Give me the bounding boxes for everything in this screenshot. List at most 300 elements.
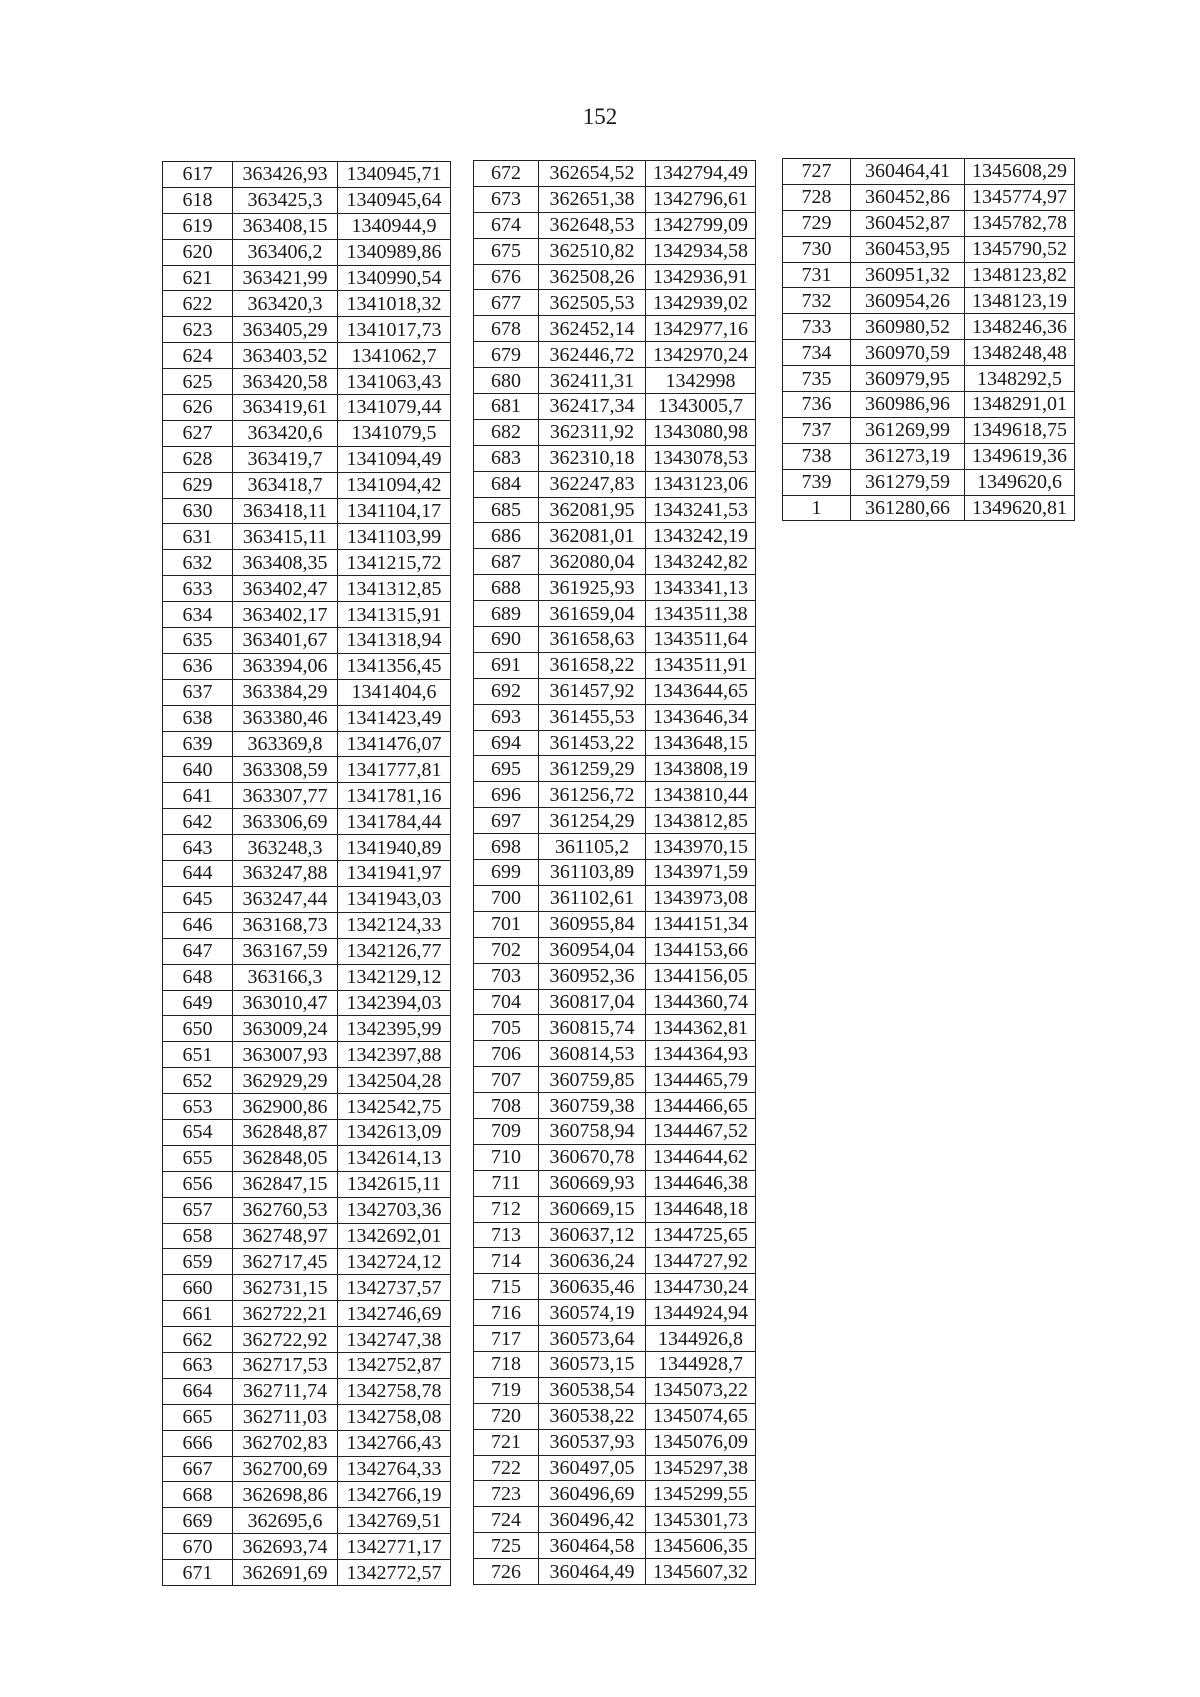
y-coordinate-cell: 1343644,65 — [646, 678, 756, 704]
point-number-cell: 658 — [163, 1223, 233, 1249]
point-number-cell: 722 — [474, 1455, 539, 1481]
x-coordinate-cell: 363408,15 — [233, 213, 338, 239]
point-number-cell: 660 — [163, 1275, 233, 1301]
x-coordinate-cell: 360538,22 — [539, 1403, 646, 1429]
point-number-cell: 677 — [474, 290, 539, 316]
coordinates-table-2 — [473, 160, 756, 1585]
point-number-cell: 667 — [163, 1456, 233, 1482]
y-coordinate-cell: 1349619,36 — [965, 443, 1075, 469]
table-row — [163, 1171, 451, 1197]
y-coordinate-cell: 1342970,24 — [646, 342, 756, 368]
y-coordinate-cell: 1342766,43 — [338, 1430, 451, 1456]
point-number-cell: 691 — [474, 652, 539, 678]
x-coordinate-cell: 361273,19 — [851, 443, 965, 469]
table-row — [474, 601, 756, 627]
x-coordinate-cell: 360573,15 — [539, 1351, 646, 1377]
y-coordinate-cell: 1342934,58 — [646, 238, 756, 264]
y-coordinate-cell: 1348123,82 — [965, 262, 1075, 288]
x-coordinate-cell: 363421,99 — [233, 265, 338, 291]
x-coordinate-cell: 363420,3 — [233, 291, 338, 317]
x-coordinate-cell: 363394,06 — [233, 653, 338, 679]
point-number-cell: 654 — [163, 1119, 233, 1145]
y-coordinate-cell: 1342124,33 — [338, 912, 451, 938]
x-coordinate-cell: 363418,7 — [233, 472, 338, 498]
table-row — [783, 495, 1075, 521]
table-row — [474, 186, 756, 212]
table-row — [474, 238, 756, 264]
table-row — [474, 1144, 756, 1170]
x-coordinate-cell: 363405,29 — [233, 317, 338, 343]
table-row — [474, 627, 756, 653]
table-row — [474, 963, 756, 989]
point-number-cell: 665 — [163, 1404, 233, 1430]
y-coordinate-cell: 1342724,12 — [338, 1249, 451, 1275]
table-row — [163, 524, 451, 550]
table-row — [783, 392, 1075, 418]
y-coordinate-cell: 1341315,91 — [338, 602, 451, 628]
x-coordinate-cell: 362505,53 — [539, 290, 646, 316]
y-coordinate-cell: 1341423,49 — [338, 705, 451, 731]
table-row — [163, 809, 451, 835]
table-row — [163, 213, 451, 239]
x-coordinate-cell: 362900,86 — [233, 1094, 338, 1120]
point-number-cell: 692 — [474, 678, 539, 704]
x-coordinate-cell: 362731,15 — [233, 1275, 338, 1301]
point-number-cell: 733 — [783, 314, 851, 340]
y-coordinate-cell: 1342764,33 — [338, 1456, 451, 1482]
point-number-cell: 681 — [474, 394, 539, 420]
x-coordinate-cell: 360669,15 — [539, 1196, 646, 1222]
x-coordinate-cell: 363419,61 — [233, 395, 338, 421]
x-coordinate-cell: 363384,29 — [233, 679, 338, 705]
table-row — [163, 1404, 451, 1430]
table-row — [474, 1326, 756, 1352]
y-coordinate-cell: 1341017,73 — [338, 317, 451, 343]
x-coordinate-cell: 363369,8 — [233, 731, 338, 757]
x-coordinate-cell: 360635,46 — [539, 1274, 646, 1300]
x-coordinate-cell: 363247,88 — [233, 861, 338, 887]
table-row — [163, 757, 451, 783]
point-number-cell: 687 — [474, 549, 539, 575]
table-row — [783, 210, 1075, 236]
point-number-cell: 709 — [474, 1118, 539, 1144]
x-coordinate-cell: 360452,86 — [851, 184, 965, 210]
y-coordinate-cell: 1342998 — [646, 368, 756, 394]
point-number-cell: 644 — [163, 861, 233, 887]
y-coordinate-cell: 1342758,08 — [338, 1404, 451, 1430]
x-coordinate-cell: 360759,85 — [539, 1067, 646, 1093]
point-number-cell: 637 — [163, 679, 233, 705]
y-coordinate-cell: 1342397,88 — [338, 1042, 451, 1068]
x-coordinate-cell: 361256,72 — [539, 782, 646, 808]
table-row — [163, 550, 451, 576]
point-number-cell: 630 — [163, 498, 233, 524]
table-row — [163, 1534, 451, 1560]
x-coordinate-cell: 362848,87 — [233, 1119, 338, 1145]
point-number-cell: 723 — [474, 1481, 539, 1507]
page-number: 152 — [582, 104, 618, 129]
y-coordinate-cell: 1342504,28 — [338, 1068, 451, 1094]
y-coordinate-cell: 1343242,82 — [646, 549, 756, 575]
point-number-cell: 645 — [163, 886, 233, 912]
y-coordinate-cell: 1345074,65 — [646, 1403, 756, 1429]
x-coordinate-cell: 360452,87 — [851, 210, 965, 236]
table-row — [474, 1118, 756, 1144]
point-number-cell: 627 — [163, 420, 233, 446]
y-coordinate-cell: 1349618,75 — [965, 417, 1075, 443]
x-coordinate-cell: 363403,52 — [233, 343, 338, 369]
x-coordinate-cell: 362698,86 — [233, 1482, 338, 1508]
x-coordinate-cell: 362651,38 — [539, 186, 646, 212]
point-number-cell: 631 — [163, 524, 233, 550]
x-coordinate-cell: 362508,26 — [539, 264, 646, 290]
point-number-cell: 664 — [163, 1378, 233, 1404]
table-row — [474, 419, 756, 445]
table-row — [783, 469, 1075, 495]
y-coordinate-cell: 1342129,12 — [338, 964, 451, 990]
x-coordinate-cell: 360758,94 — [539, 1118, 646, 1144]
x-coordinate-cell: 360453,95 — [851, 236, 965, 262]
y-coordinate-cell: 1345607,32 — [646, 1559, 756, 1585]
point-number-cell: 714 — [474, 1248, 539, 1274]
x-coordinate-cell: 360986,96 — [851, 392, 965, 418]
point-number-cell: 703 — [474, 963, 539, 989]
y-coordinate-cell: 1342737,57 — [338, 1275, 451, 1301]
point-number-cell: 651 — [163, 1042, 233, 1068]
x-coordinate-cell: 360464,41 — [851, 159, 965, 185]
table-row — [163, 835, 451, 861]
x-coordinate-cell: 363308,59 — [233, 757, 338, 783]
x-coordinate-cell: 362717,53 — [233, 1352, 338, 1378]
y-coordinate-cell: 1342977,16 — [646, 316, 756, 342]
y-coordinate-cell: 1345073,22 — [646, 1377, 756, 1403]
y-coordinate-cell: 1345782,78 — [965, 210, 1075, 236]
y-coordinate-cell: 1342794,49 — [646, 161, 756, 187]
table-row — [163, 420, 451, 446]
x-coordinate-cell: 362654,52 — [539, 161, 646, 187]
y-coordinate-cell: 1340990,54 — [338, 265, 451, 291]
y-coordinate-cell: 1344364,93 — [646, 1041, 756, 1067]
x-coordinate-cell: 360538,54 — [539, 1377, 646, 1403]
point-number-cell: 702 — [474, 937, 539, 963]
table-row — [163, 446, 451, 472]
x-coordinate-cell: 363166,3 — [233, 964, 338, 990]
y-coordinate-cell: 1344360,74 — [646, 989, 756, 1015]
point-number-cell: 732 — [783, 288, 851, 314]
table-row — [474, 860, 756, 886]
table-row — [474, 885, 756, 911]
x-coordinate-cell: 360814,53 — [539, 1041, 646, 1067]
y-coordinate-cell: 1341215,72 — [338, 550, 451, 576]
point-number-cell: 639 — [163, 731, 233, 757]
y-coordinate-cell: 1342542,75 — [338, 1094, 451, 1120]
table-row — [474, 1170, 756, 1196]
x-coordinate-cell: 362081,95 — [539, 497, 646, 523]
y-coordinate-cell: 1343511,38 — [646, 601, 756, 627]
table-row — [163, 1042, 451, 1068]
table-row — [163, 1223, 451, 1249]
point-number-cell: 694 — [474, 730, 539, 756]
y-coordinate-cell: 1343005,7 — [646, 394, 756, 420]
x-coordinate-cell: 361254,29 — [539, 808, 646, 834]
y-coordinate-cell: 1341103,99 — [338, 524, 451, 550]
table-row — [474, 1507, 756, 1533]
x-coordinate-cell: 360496,42 — [539, 1507, 646, 1533]
point-number-cell: 646 — [163, 912, 233, 938]
table-row — [163, 731, 451, 757]
point-number-cell: 674 — [474, 212, 539, 238]
point-number-cell: 729 — [783, 210, 851, 236]
y-coordinate-cell: 1344466,65 — [646, 1093, 756, 1119]
x-coordinate-cell: 360952,36 — [539, 963, 646, 989]
point-number-cell: 685 — [474, 497, 539, 523]
y-coordinate-cell: 1348123,19 — [965, 288, 1075, 314]
table-row — [474, 471, 756, 497]
y-coordinate-cell: 1344926,8 — [646, 1326, 756, 1352]
point-number-cell: 705 — [474, 1015, 539, 1041]
y-coordinate-cell: 1343078,53 — [646, 445, 756, 471]
table-row — [783, 366, 1075, 392]
y-coordinate-cell: 1342395,99 — [338, 1016, 451, 1042]
point-number-cell: 650 — [163, 1016, 233, 1042]
x-coordinate-cell: 362760,53 — [233, 1197, 338, 1223]
table-row — [163, 705, 451, 731]
point-number-cell: 717 — [474, 1326, 539, 1352]
x-coordinate-cell: 363168,73 — [233, 912, 338, 938]
table-row — [474, 1067, 756, 1093]
y-coordinate-cell: 1345608,29 — [965, 159, 1075, 185]
y-coordinate-cell: 1344362,81 — [646, 1015, 756, 1041]
x-coordinate-cell: 360537,93 — [539, 1429, 646, 1455]
point-number-cell: 659 — [163, 1249, 233, 1275]
table-row — [163, 653, 451, 679]
y-coordinate-cell: 1344646,38 — [646, 1170, 756, 1196]
point-number-cell: 720 — [474, 1403, 539, 1429]
y-coordinate-cell: 1348292,5 — [965, 366, 1075, 392]
point-number-cell: 652 — [163, 1068, 233, 1094]
point-number-cell: 695 — [474, 756, 539, 782]
table-row — [474, 834, 756, 860]
point-number-cell: 1 — [783, 495, 851, 521]
table-row — [163, 628, 451, 654]
table-row — [474, 1559, 756, 1585]
y-coordinate-cell: 1343812,85 — [646, 808, 756, 834]
x-coordinate-cell: 361279,59 — [851, 469, 965, 495]
point-number-cell: 642 — [163, 809, 233, 835]
point-number-cell: 663 — [163, 1352, 233, 1378]
y-coordinate-cell: 1342796,61 — [646, 186, 756, 212]
x-coordinate-cell: 360951,32 — [851, 262, 965, 288]
y-coordinate-cell: 1342769,51 — [338, 1508, 451, 1534]
table-row — [163, 498, 451, 524]
point-number-cell: 721 — [474, 1429, 539, 1455]
x-coordinate-cell: 360637,12 — [539, 1222, 646, 1248]
x-coordinate-cell: 360670,78 — [539, 1144, 646, 1170]
table-row — [474, 575, 756, 601]
x-coordinate-cell: 361925,93 — [539, 575, 646, 601]
y-coordinate-cell: 1342752,87 — [338, 1352, 451, 1378]
point-number-cell: 737 — [783, 417, 851, 443]
x-coordinate-cell: 361455,53 — [539, 704, 646, 730]
x-coordinate-cell: 361102,61 — [539, 885, 646, 911]
point-number-cell: 708 — [474, 1093, 539, 1119]
table-row — [474, 394, 756, 420]
point-number-cell: 619 — [163, 213, 233, 239]
y-coordinate-cell: 1343080,98 — [646, 419, 756, 445]
point-number-cell: 706 — [474, 1041, 539, 1067]
point-number-cell: 669 — [163, 1508, 233, 1534]
y-coordinate-cell: 1342758,78 — [338, 1378, 451, 1404]
table-row — [163, 1508, 451, 1534]
y-coordinate-cell: 1342703,36 — [338, 1197, 451, 1223]
point-number-cell: 715 — [474, 1274, 539, 1300]
table-row — [163, 1249, 451, 1275]
table-row — [474, 1429, 756, 1455]
y-coordinate-cell: 1342747,38 — [338, 1327, 451, 1353]
point-number-cell: 647 — [163, 938, 233, 964]
point-number-cell: 643 — [163, 835, 233, 861]
x-coordinate-cell: 362847,15 — [233, 1171, 338, 1197]
table-row — [163, 291, 451, 317]
point-number-cell: 726 — [474, 1559, 539, 1585]
y-coordinate-cell: 1348291,01 — [965, 392, 1075, 418]
table-row — [163, 783, 451, 809]
x-coordinate-cell: 363307,77 — [233, 783, 338, 809]
y-coordinate-cell: 1341063,43 — [338, 369, 451, 395]
point-number-cell: 636 — [163, 653, 233, 679]
point-number-cell: 700 — [474, 885, 539, 911]
table-row — [474, 549, 756, 575]
table-row — [163, 886, 451, 912]
point-number-cell: 632 — [163, 550, 233, 576]
table-row — [783, 417, 1075, 443]
x-coordinate-cell: 360955,84 — [539, 911, 646, 937]
table-row — [163, 1275, 451, 1301]
point-number-cell: 713 — [474, 1222, 539, 1248]
table-row — [783, 236, 1075, 262]
x-coordinate-cell: 363418,11 — [233, 498, 338, 524]
x-coordinate-cell: 363419,7 — [233, 446, 338, 472]
point-number-cell: 678 — [474, 316, 539, 342]
table-row — [474, 342, 756, 368]
table-row — [474, 704, 756, 730]
x-coordinate-cell: 363306,69 — [233, 809, 338, 835]
x-coordinate-cell: 360464,49 — [539, 1559, 646, 1585]
y-coordinate-cell: 1344648,18 — [646, 1196, 756, 1222]
y-coordinate-cell: 1342126,77 — [338, 938, 451, 964]
table-row — [474, 1351, 756, 1377]
x-coordinate-cell: 361457,92 — [539, 678, 646, 704]
table-row — [783, 184, 1075, 210]
table-row — [474, 1274, 756, 1300]
x-coordinate-cell: 361269,99 — [851, 417, 965, 443]
table-row — [783, 314, 1075, 340]
y-coordinate-cell: 1340945,71 — [338, 162, 451, 188]
table-row — [474, 161, 756, 187]
table-row — [474, 652, 756, 678]
point-number-cell: 725 — [474, 1533, 539, 1559]
table-row — [163, 265, 451, 291]
table-row — [474, 316, 756, 342]
x-coordinate-cell: 362311,92 — [539, 419, 646, 445]
point-number-cell: 672 — [474, 161, 539, 187]
x-coordinate-cell: 363167,59 — [233, 938, 338, 964]
point-number-cell: 666 — [163, 1430, 233, 1456]
x-coordinate-cell: 362929,29 — [233, 1068, 338, 1094]
x-coordinate-cell: 362722,21 — [233, 1301, 338, 1327]
y-coordinate-cell: 1342746,69 — [338, 1301, 451, 1327]
x-coordinate-cell: 360979,95 — [851, 366, 965, 392]
y-coordinate-cell: 1344467,52 — [646, 1118, 756, 1144]
table-row — [783, 340, 1075, 366]
point-number-cell: 712 — [474, 1196, 539, 1222]
x-coordinate-cell: 363426,93 — [233, 162, 338, 188]
table-row — [163, 317, 451, 343]
table-row — [783, 262, 1075, 288]
point-number-cell: 701 — [474, 911, 539, 937]
x-coordinate-cell: 363010,47 — [233, 990, 338, 1016]
y-coordinate-cell: 1343511,91 — [646, 652, 756, 678]
table-row — [163, 679, 451, 705]
point-number-cell: 625 — [163, 369, 233, 395]
table-row — [474, 808, 756, 834]
y-coordinate-cell: 1344730,24 — [646, 1274, 756, 1300]
point-number-cell: 682 — [474, 419, 539, 445]
table-row — [474, 911, 756, 937]
y-coordinate-cell: 1345606,35 — [646, 1533, 756, 1559]
y-coordinate-cell: 1345297,38 — [646, 1455, 756, 1481]
x-coordinate-cell: 362081,01 — [539, 523, 646, 549]
x-coordinate-cell: 361658,22 — [539, 652, 646, 678]
table-row — [474, 212, 756, 238]
point-number-cell: 661 — [163, 1301, 233, 1327]
y-coordinate-cell: 1343971,59 — [646, 860, 756, 886]
x-coordinate-cell: 360970,59 — [851, 340, 965, 366]
y-coordinate-cell: 1341404,6 — [338, 679, 451, 705]
y-coordinate-cell: 1342613,09 — [338, 1119, 451, 1145]
y-coordinate-cell: 1341079,44 — [338, 395, 451, 421]
x-coordinate-cell: 361259,29 — [539, 756, 646, 782]
point-number-cell: 640 — [163, 757, 233, 783]
point-number-cell: 655 — [163, 1145, 233, 1171]
x-coordinate-cell: 360954,04 — [539, 937, 646, 963]
table-row — [163, 472, 451, 498]
point-number-cell: 738 — [783, 443, 851, 469]
x-coordinate-cell: 362080,04 — [539, 549, 646, 575]
point-number-cell: 624 — [163, 343, 233, 369]
y-coordinate-cell: 1344928,7 — [646, 1351, 756, 1377]
point-number-cell: 739 — [783, 469, 851, 495]
x-coordinate-cell: 363009,24 — [233, 1016, 338, 1042]
x-coordinate-cell: 362417,34 — [539, 394, 646, 420]
table-row — [163, 964, 451, 990]
y-coordinate-cell: 1342766,19 — [338, 1482, 451, 1508]
y-coordinate-cell: 1343511,64 — [646, 627, 756, 653]
table-row — [163, 938, 451, 964]
point-number-cell: 686 — [474, 523, 539, 549]
y-coordinate-cell: 1341094,42 — [338, 472, 451, 498]
point-number-cell: 724 — [474, 1507, 539, 1533]
point-number-cell: 626 — [163, 395, 233, 421]
table-row — [474, 782, 756, 808]
x-coordinate-cell: 360574,19 — [539, 1300, 646, 1326]
point-number-cell: 641 — [163, 783, 233, 809]
y-coordinate-cell: 1342771,17 — [338, 1534, 451, 1560]
point-number-cell: 697 — [474, 808, 539, 834]
y-coordinate-cell: 1342394,03 — [338, 990, 451, 1016]
point-number-cell: 618 — [163, 187, 233, 213]
table-row — [163, 1301, 451, 1327]
